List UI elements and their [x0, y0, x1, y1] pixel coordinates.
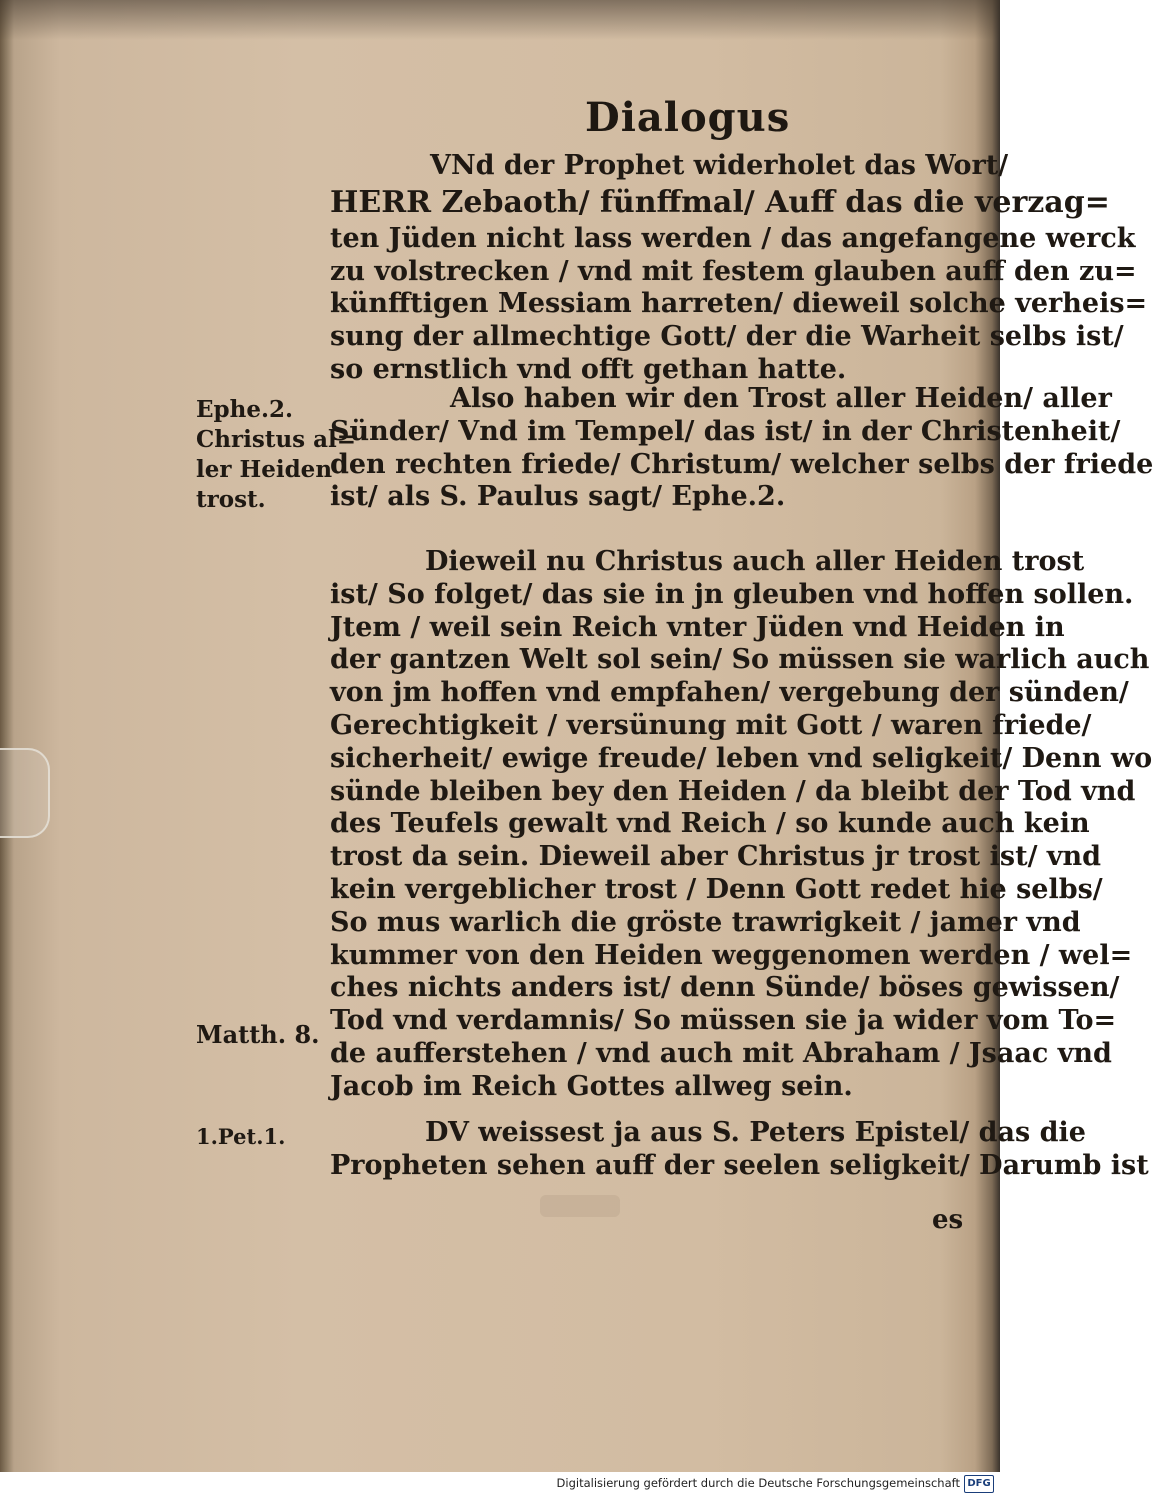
text-line: Tod vnd verdamnis/ So müssen sie ja wider vom To=: [330, 1005, 1117, 1037]
text-line: von jm hoffen vnd empfahen/ vergebung der sünden/: [330, 677, 1129, 709]
marginal-note-matth: Matth. 8.: [196, 1020, 320, 1049]
text-line: Gerechtigkeit / versünung mit Gott / waren friede/: [330, 709, 1092, 741]
text-line: So mus warlich die gröste trawrigkeit / jamer vnd: [330, 906, 1081, 938]
text-line: HERR Zebaoth/ fünffmal/ Auff das die verzag=: [330, 184, 1110, 220]
bleed-through-mark: [540, 1195, 620, 1217]
text-line: sünde bleiben bey den Heiden / da bleibt der Tod vnd: [330, 775, 1136, 807]
text-line: sung der allmechtige Gott/ der die Warheit selbs ist/: [330, 321, 1124, 353]
text-line: Sünder/ Vnd im Tempel/ das ist/ in der Christenheit/: [330, 415, 1121, 447]
text-line: trost da sein. Dieweil aber Christus jr trost ist/ vnd: [330, 841, 1102, 873]
text-line: DV weissest ja aus S. Peters Epistel/ das die: [425, 1117, 1086, 1148]
margin-line: trost.: [196, 486, 266, 513]
funding-credit: Digitalisierung gefördert durch die Deutsche Forschungsgemeinschaft: [556, 1476, 960, 1490]
catchword: es: [932, 1205, 964, 1235]
text-line: ist/ als S. Paulus sagt/ Ephe.2.: [330, 481, 786, 513]
paragraph-3: [330, 546, 1153, 1104]
marginal-note-pet: 1.Pet.1.: [196, 1124, 286, 1149]
text-line: Jtem / weil sein Reich vnter Jüden vnd Heiden in: [330, 611, 1065, 643]
text-line: Jacob im Reich Gottes allweg sein.: [330, 1070, 853, 1102]
text-line: des Teufels gewalt vnd Reich / so kunde auch kein: [330, 808, 1090, 840]
text-line: künfftigen Messiam harreten/ dieweil solche verheis=: [330, 288, 1148, 320]
margin-line: ler Heiden: [196, 456, 333, 483]
page-clip: [0, 748, 50, 838]
paragraph-2: [330, 383, 1153, 514]
text-line: kein vergeblicher trost / Denn Gott redet hie selbs/: [330, 873, 1103, 905]
margin-line: Ephe.2.: [196, 396, 293, 423]
text-line: VNd der Prophet widerholet das Wort/: [430, 150, 1009, 181]
text-line: der gantzen Welt sol sein/ So müssen sie warlich auch: [330, 644, 1150, 676]
text-line: sicherheit/ ewige freude/ leben vnd seligkeit/ Denn wo: [330, 742, 1153, 774]
text-line: zu volstrecken / vnd mit festem glauben auff den zu=: [330, 255, 1137, 287]
text-line: so ernstlich vnd offt gethan hatte.: [330, 353, 847, 385]
text-line: ten Jüden nicht lass werden / das angefangene werck: [330, 222, 1136, 254]
text-line: Also haben wir den Trost aller Heiden/ aller: [450, 383, 1112, 414]
paragraph-4: [330, 1117, 1149, 1183]
running-header: Dialogus: [585, 94, 791, 141]
text-line: kummer von den Heiden weggenomen werden / wel=: [330, 939, 1133, 971]
text-line: Propheten sehen auff der seelen seligkeit/ Darumb ist: [330, 1149, 1149, 1181]
margin-line: Christus al=: [196, 426, 357, 453]
dfg-logo: DFG: [964, 1475, 994, 1493]
text-line: de aufferstehen / vnd auch mit Abraham / Jsaac vnd: [330, 1037, 1112, 1069]
marginal-note-ephe: [196, 395, 356, 515]
paragraph-1: [330, 150, 1148, 387]
text-line: ches nichts anders ist/ denn Sünde/ böses gewissen/: [330, 972, 1120, 1004]
text-line: ist/ So folget/ das sie in jn gleuben vnd hoffen sollen.: [330, 578, 1134, 610]
footer-bar: [0, 1472, 1000, 1495]
text-line: Dieweil nu Christus auch aller Heiden trost: [425, 546, 1085, 577]
text-line: den rechten friede/ Christum/ welcher selbs der friede: [330, 448, 1153, 480]
